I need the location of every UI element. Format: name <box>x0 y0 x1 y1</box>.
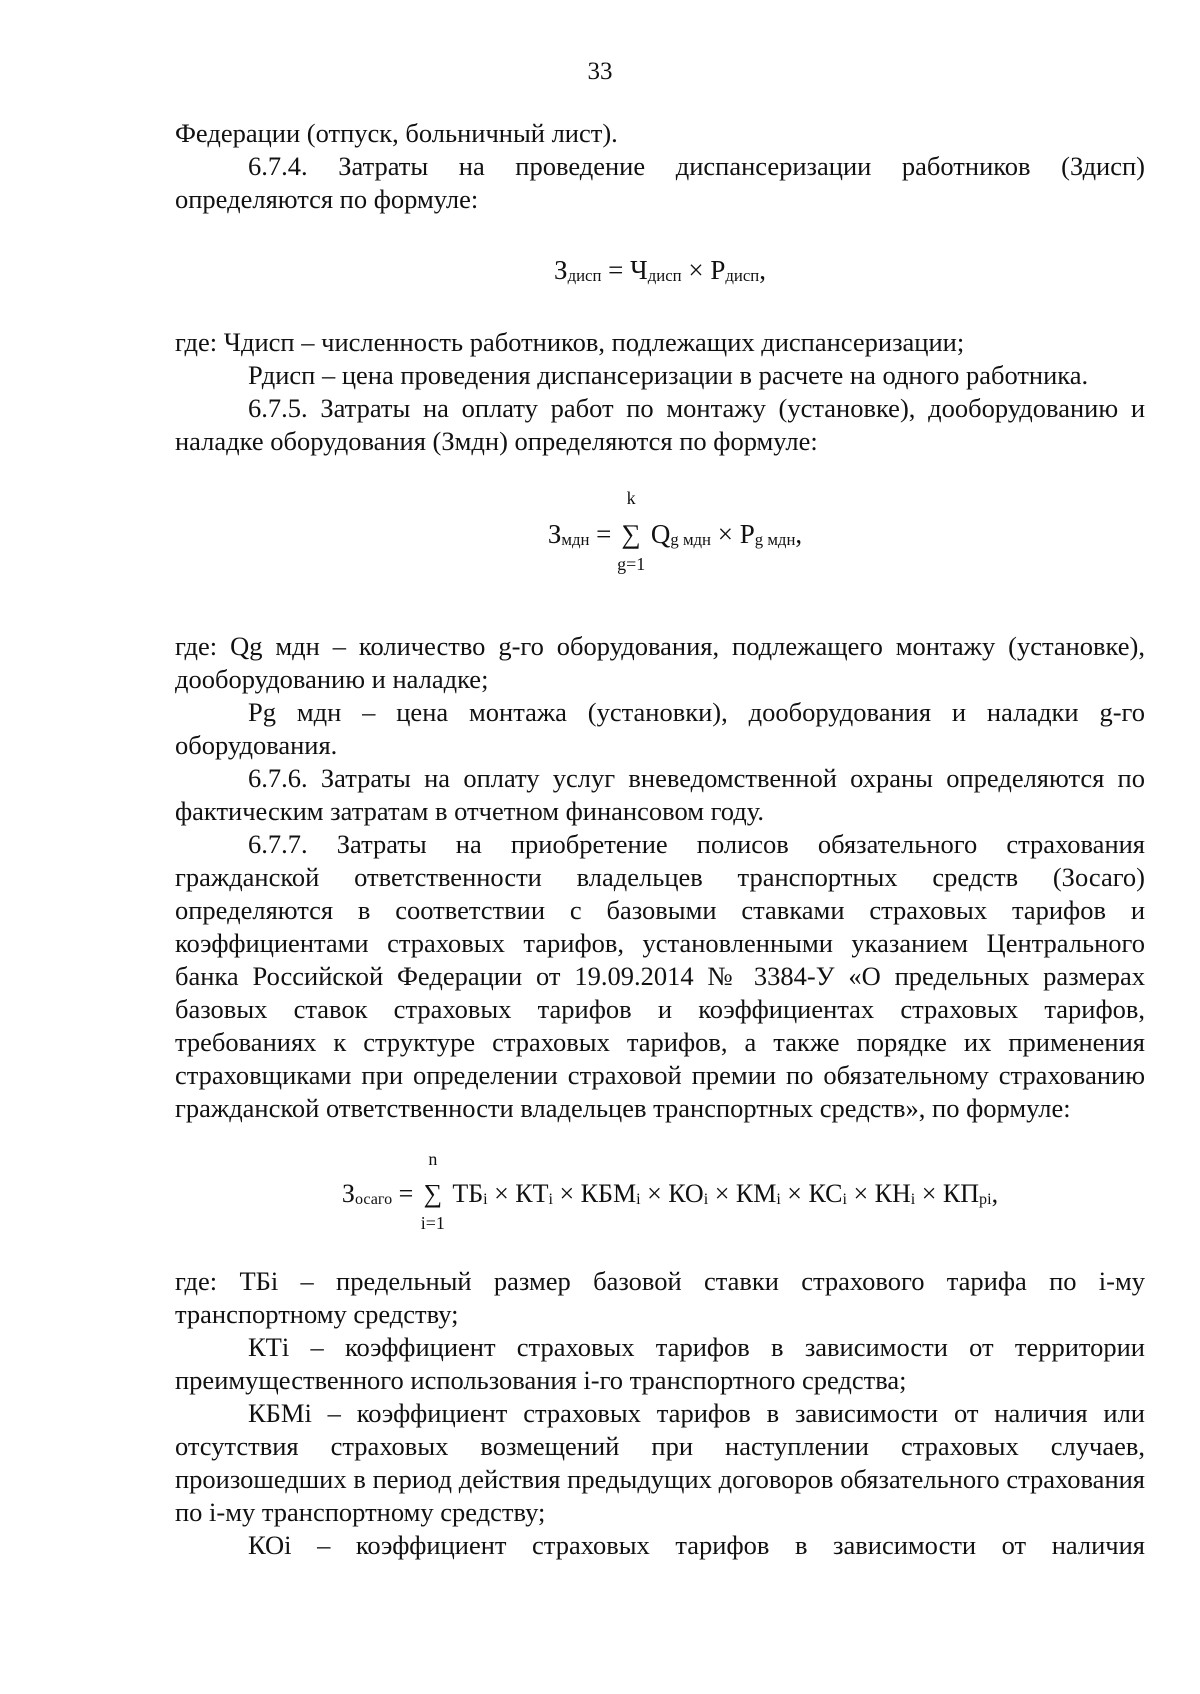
formula-zmdn-q-sub: g мдн <box>670 530 712 549</box>
formula-zdisp-comma: , <box>759 255 766 285</box>
formula-zdisp-equals: = <box>601 255 631 285</box>
formula-zmdn-times: × <box>711 519 740 549</box>
where-pgmdn: Pg мдн – цена монтажа (установки), дооборудования и наладки g-го оборудования. <box>175 697 1145 760</box>
formula-zmdn-p: P <box>739 519 755 549</box>
formula-zosago-rhs: ТБi × КТi × КБМi × КОi × КМi × КСi × КНi × КПpi, <box>452 1179 999 1208</box>
formula-zosago-sum <box>420 1149 446 1233</box>
formula-zosago <box>175 1125 1145 1265</box>
where-kbmi: КБМi – коэффициент страховых тарифов в зависимости от наличия или отсутствия страховых возмещений при наступлении страховых случаев, произошедших в период действия предыдущих договоров обязательного страхования по i-му транспортному средству; <box>175 1398 1145 1527</box>
page-number: 33 <box>587 58 613 85</box>
formula-zdisp <box>175 216 1145 326</box>
where-qgmdn: где: Qg мдн – количество g-го оборудования, подлежащего монтажу (установке), дооборудованию и наладке; <box>175 631 1145 694</box>
formula-zmdn-sum <box>617 488 646 574</box>
formula-zosago-lhs-sub: осаго <box>354 1190 393 1208</box>
formula-zdisp-count: Ч <box>630 255 648 285</box>
formula-zosago-lhs: З <box>341 1179 355 1208</box>
formula-zmdn-comma: , <box>795 519 803 549</box>
formula-zmdn-sum-upper: k <box>626 488 636 508</box>
formula-zmdn-p-sub: g мдн <box>754 530 796 549</box>
where-tbi: где: ТБi – предельный размер базовой ставки страхового тарифа по i-му транспортному средству; <box>175 1266 1145 1329</box>
where-kti: КТi – коэффициент страховых тарифов в зависимости от территории преимущественного использования i-го транспортного средства; <box>175 1332 1145 1395</box>
formula-zmdn-lhs-sub: мдн <box>561 530 590 549</box>
paragraph-6-7-4-line2: определяются по формуле: <box>175 184 479 214</box>
formula-zdisp-times: × <box>681 255 711 285</box>
formula-zdisp-count-sub: дисп <box>647 266 682 285</box>
formula-zmdn <box>175 458 1145 630</box>
where-rdisp: Рдисп – цена проведения диспансеризации в расчете на одного работника. <box>248 360 1089 390</box>
formula-zosago-equals: = <box>392 1179 420 1208</box>
formula-zmdn-equals: = <box>589 519 619 549</box>
formula-zdisp-lhs: З <box>554 255 568 285</box>
sum-sign-icon: ∑ <box>423 1179 443 1208</box>
sum-sign-icon: ∑ <box>621 519 641 549</box>
formula-zosago-sum-upper: n <box>428 1149 438 1169</box>
formula-zdisp-lhs-sub: дисп <box>567 266 602 285</box>
paragraph-6-7-6: 6.7.6. Затраты на оплату услуг вневедомственной охраны определяются по фактическим затратам в отчетном финансовом году. <box>175 763 1145 826</box>
paragraph-6-7-7: 6.7.7. Затраты на приобретение полисов обязательного страхования гражданской ответственности владельцев транспортных средств (Зосаго) определяются в соответствии с базовыми ставками страховых тарифов и коэффициентами страховых тарифов, установленными указанием Центрального банка Российской Федерации от 19.09.2014 № 3384-У «О предельных размерах базовых ставок страховых тарифов и коэффициентах страховых тарифов, требованиях к структуре страховых тарифов, а также порядке их применения страховщиками при определении страховой премии по обязательному страхованию гражданской ответственности владельцев транспортных средств», по формуле: <box>175 829 1145 1123</box>
formula-zmdn-lhs: З <box>547 519 562 549</box>
paragraph-continuation: Федерации (отпуск, больничный лист). <box>175 118 618 148</box>
formula-zosago-sum-lower: i=1 <box>420 1213 445 1233</box>
where-koi: КОi – коэффициент страховых тарифов в зависимости от наличия <box>248 1530 1145 1560</box>
formula-zdisp-price: Р <box>710 255 726 285</box>
page-body <box>175 117 1145 1562</box>
paragraph-6-7-4-line1: 6.7.4. Затраты на проведение диспансеризации работников (Здисп) <box>248 151 1145 181</box>
where-chdisp: где: Чдисп – численность работников, подлежащих диспансеризации; <box>175 327 965 357</box>
formula-zdisp-price-sub: дисп <box>725 266 760 285</box>
formula-zmdn-sum-lower: g=1 <box>617 554 646 574</box>
paragraph-6-7-5: 6.7.5. Затраты на оплату работ по монтажу (установке), дооборудованию и наладке оборудования (Змдн) определяются по формуле: <box>175 393 1145 456</box>
formula-zmdn-q: Q <box>650 519 671 549</box>
